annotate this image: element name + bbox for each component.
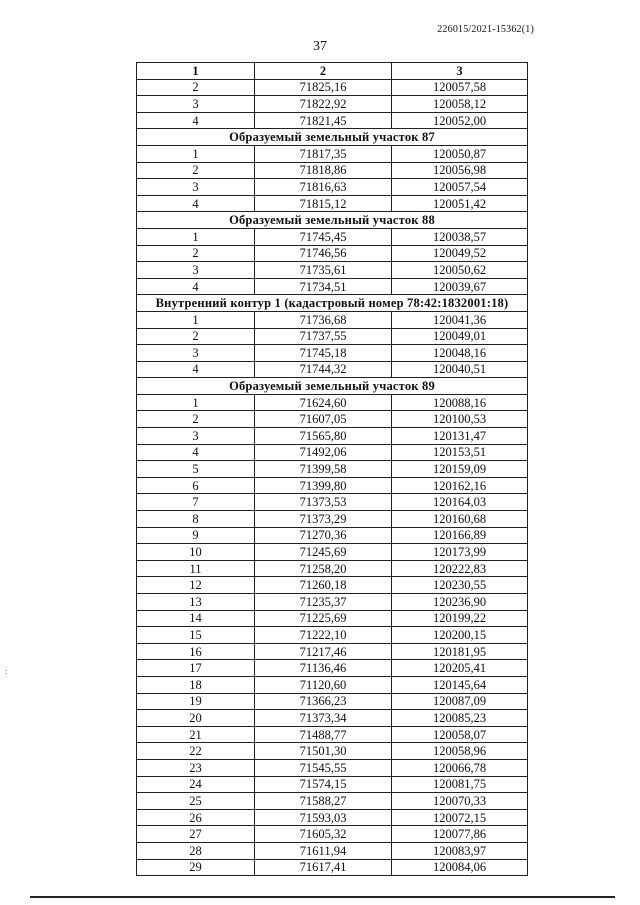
point-number-cell: 4 <box>137 444 255 461</box>
point-number-cell: 24 <box>137 776 255 793</box>
y-coordinate-cell: 120077,86 <box>392 826 528 843</box>
table-row <box>137 676 528 693</box>
point-number-cell: 22 <box>137 743 255 760</box>
point-number-cell: 1 <box>137 228 255 245</box>
x-coordinate-cell: 71565,80 <box>255 428 392 445</box>
point-number-cell: 16 <box>137 643 255 660</box>
y-coordinate-cell: 120066,78 <box>392 759 528 776</box>
x-coordinate-cell: 71735,61 <box>255 262 392 279</box>
x-coordinate-cell: 71399,58 <box>255 461 392 478</box>
margin-mark: : <box>5 667 8 676</box>
point-number-cell: 10 <box>137 544 255 561</box>
y-coordinate-cell: 120058,12 <box>392 96 528 113</box>
table-row <box>137 228 528 245</box>
point-number-cell: 2 <box>137 411 255 428</box>
y-coordinate-cell: 120070,33 <box>392 793 528 810</box>
x-coordinate-cell: 71745,18 <box>255 345 392 362</box>
y-coordinate-cell: 120181,95 <box>392 643 528 660</box>
x-coordinate-cell: 71746,56 <box>255 245 392 262</box>
y-coordinate-cell: 120048,16 <box>392 345 528 362</box>
y-coordinate-cell: 120050,62 <box>392 262 528 279</box>
header-cell-y: 3 <box>392 63 528 80</box>
point-number-cell: 19 <box>137 693 255 710</box>
y-coordinate-cell: 120050,87 <box>392 145 528 162</box>
x-coordinate-cell: 71588,27 <box>255 793 392 810</box>
x-coordinate-cell: 71737,55 <box>255 328 392 345</box>
point-number-cell: 3 <box>137 428 255 445</box>
section-header-row <box>137 129 528 146</box>
point-number-cell: 5 <box>137 461 255 478</box>
table-row <box>137 511 528 528</box>
y-coordinate-cell: 120162,16 <box>392 477 528 494</box>
point-number-cell: 28 <box>137 842 255 859</box>
table-row <box>137 96 528 113</box>
y-coordinate-cell: 120131,47 <box>392 428 528 445</box>
table-row <box>137 394 528 411</box>
y-coordinate-cell: 120199,22 <box>392 610 528 627</box>
y-coordinate-cell: 120057,58 <box>392 79 528 96</box>
x-coordinate-cell: 71373,34 <box>255 710 392 727</box>
y-coordinate-cell: 120153,51 <box>392 444 528 461</box>
x-coordinate-cell: 71624,60 <box>255 394 392 411</box>
table-row <box>137 162 528 179</box>
x-coordinate-cell: 71270,36 <box>255 527 392 544</box>
x-coordinate-cell: 71235,37 <box>255 594 392 611</box>
header-cell-x: 2 <box>255 63 392 80</box>
table-row <box>137 527 528 544</box>
point-number-cell: 2 <box>137 79 255 96</box>
section-header-row <box>137 295 528 312</box>
table-row <box>137 195 528 212</box>
table-row <box>137 477 528 494</box>
point-number-cell: 15 <box>137 627 255 644</box>
point-number-cell: 11 <box>137 560 255 577</box>
x-coordinate-cell: 71574,15 <box>255 776 392 793</box>
point-number-cell: 4 <box>137 278 255 295</box>
x-coordinate-cell: 71745,45 <box>255 228 392 245</box>
x-coordinate-cell: 71217,46 <box>255 643 392 660</box>
y-coordinate-cell: 120236,90 <box>392 594 528 611</box>
point-number-cell: 7 <box>137 494 255 511</box>
y-coordinate-cell: 120164,03 <box>392 494 528 511</box>
point-number-cell: 8 <box>137 511 255 528</box>
header-cell-point: 1 <box>137 63 255 80</box>
point-number-cell: 18 <box>137 676 255 693</box>
point-number-cell: 29 <box>137 859 255 876</box>
table-row <box>137 743 528 760</box>
y-coordinate-cell: 120200,15 <box>392 627 528 644</box>
x-coordinate-cell: 71260,18 <box>255 577 392 594</box>
x-coordinate-cell: 71373,29 <box>255 511 392 528</box>
point-number-cell: 13 <box>137 594 255 611</box>
table-row <box>137 842 528 859</box>
y-coordinate-cell: 120049,01 <box>392 328 528 345</box>
point-number-cell: 4 <box>137 195 255 212</box>
table-row <box>137 311 528 328</box>
x-coordinate-cell: 71245,69 <box>255 544 392 561</box>
y-coordinate-cell: 120145,64 <box>392 676 528 693</box>
y-coordinate-cell: 120173,99 <box>392 544 528 561</box>
point-number-cell: 14 <box>137 610 255 627</box>
x-coordinate-cell: 71373,53 <box>255 494 392 511</box>
table-row <box>137 610 528 627</box>
table-row <box>137 278 528 295</box>
y-coordinate-cell: 120205,41 <box>392 660 528 677</box>
x-coordinate-cell: 71501,30 <box>255 743 392 760</box>
point-number-cell: 9 <box>137 527 255 544</box>
table-row <box>137 461 528 478</box>
point-number-cell: 3 <box>137 96 255 113</box>
table-row <box>137 809 528 826</box>
table-row <box>137 328 528 345</box>
y-coordinate-cell: 120058,07 <box>392 726 528 743</box>
x-coordinate-cell: 71821,45 <box>255 112 392 129</box>
point-number-cell: 4 <box>137 361 255 378</box>
table-row <box>137 112 528 129</box>
x-coordinate-cell: 71817,35 <box>255 145 392 162</box>
x-coordinate-cell: 71611,94 <box>255 842 392 859</box>
table-body <box>137 79 528 876</box>
section-title: Образуемый земельный участок 89 <box>137 378 528 395</box>
table-row <box>137 560 528 577</box>
section-title: Внутренний контур 1 (кадастровый номер 78:42:1832001:18) <box>137 295 528 312</box>
table-row <box>137 444 528 461</box>
y-coordinate-cell: 120085,23 <box>392 710 528 727</box>
y-coordinate-cell: 120166,89 <box>392 527 528 544</box>
table-row <box>137 793 528 810</box>
x-coordinate-cell: 71605,32 <box>255 826 392 843</box>
y-coordinate-cell: 120057,54 <box>392 179 528 196</box>
y-coordinate-cell: 120087,09 <box>392 693 528 710</box>
point-number-cell: 27 <box>137 826 255 843</box>
table-header <box>137 63 528 80</box>
x-coordinate-cell: 71818,86 <box>255 162 392 179</box>
x-coordinate-cell: 71617,41 <box>255 859 392 876</box>
point-number-cell: 2 <box>137 328 255 345</box>
table-row <box>137 859 528 876</box>
x-coordinate-cell: 71744,32 <box>255 361 392 378</box>
x-coordinate-cell: 71492,06 <box>255 444 392 461</box>
point-number-cell: 1 <box>137 311 255 328</box>
point-number-cell: 12 <box>137 577 255 594</box>
point-number-cell: 25 <box>137 793 255 810</box>
section-title: Образуемый земельный участок 88 <box>137 212 528 229</box>
x-coordinate-cell: 71136,46 <box>255 660 392 677</box>
document-id: 226015/2021-15362(1) <box>437 24 534 35</box>
table-row <box>137 361 528 378</box>
table-row <box>137 494 528 511</box>
y-coordinate-cell: 120084,06 <box>392 859 528 876</box>
section-header-row <box>137 378 528 395</box>
x-coordinate-cell: 71399,80 <box>255 477 392 494</box>
point-number-cell: 3 <box>137 262 255 279</box>
header-row <box>137 63 528 80</box>
y-coordinate-cell: 120040,51 <box>392 361 528 378</box>
point-number-cell: 20 <box>137 710 255 727</box>
page-number: 37 <box>313 39 327 54</box>
table-row <box>137 544 528 561</box>
table-row <box>137 726 528 743</box>
table-row <box>137 428 528 445</box>
y-coordinate-cell: 120088,16 <box>392 394 528 411</box>
point-number-cell: 2 <box>137 245 255 262</box>
table-row <box>137 345 528 362</box>
y-coordinate-cell: 120159,09 <box>392 461 528 478</box>
table-row <box>137 776 528 793</box>
table-row <box>137 145 528 162</box>
x-coordinate-cell: 71545,55 <box>255 759 392 776</box>
x-coordinate-cell: 71593,03 <box>255 809 392 826</box>
x-coordinate-cell: 71825,16 <box>255 79 392 96</box>
x-coordinate-cell: 71734,51 <box>255 278 392 295</box>
table-row <box>137 79 528 96</box>
x-coordinate-cell: 71488,77 <box>255 726 392 743</box>
point-number-cell: 3 <box>137 345 255 362</box>
y-coordinate-cell: 120052,00 <box>392 112 528 129</box>
table-row <box>137 577 528 594</box>
y-coordinate-cell: 120160,68 <box>392 511 528 528</box>
y-coordinate-cell: 120081,75 <box>392 776 528 793</box>
x-coordinate-cell: 71258,20 <box>255 560 392 577</box>
table-row <box>137 710 528 727</box>
y-coordinate-cell: 120230,55 <box>392 577 528 594</box>
point-number-cell: 17 <box>137 660 255 677</box>
x-coordinate-cell: 71816,63 <box>255 179 392 196</box>
x-coordinate-cell: 71366,23 <box>255 693 392 710</box>
y-coordinate-cell: 120222,83 <box>392 560 528 577</box>
point-number-cell: 26 <box>137 809 255 826</box>
footer-rule <box>30 896 615 898</box>
point-number-cell: 4 <box>137 112 255 129</box>
table-row <box>137 693 528 710</box>
point-number-cell: 1 <box>137 394 255 411</box>
x-coordinate-cell: 71120,60 <box>255 676 392 693</box>
table-row <box>137 411 528 428</box>
point-number-cell: 3 <box>137 179 255 196</box>
section-title: Образуемый земельный участок 87 <box>137 129 528 146</box>
y-coordinate-cell: 120100,53 <box>392 411 528 428</box>
y-coordinate-cell: 120039,67 <box>392 278 528 295</box>
table-row <box>137 826 528 843</box>
point-number-cell: 6 <box>137 477 255 494</box>
section-header-row <box>137 212 528 229</box>
point-number-cell: 2 <box>137 162 255 179</box>
point-number-cell: 21 <box>137 726 255 743</box>
table-row <box>137 627 528 644</box>
x-coordinate-cell: 71822,92 <box>255 96 392 113</box>
y-coordinate-cell: 120083,97 <box>392 842 528 859</box>
coordinates-table <box>136 62 528 876</box>
table-row <box>137 643 528 660</box>
y-coordinate-cell: 120072,15 <box>392 809 528 826</box>
x-coordinate-cell: 71736,68 <box>255 311 392 328</box>
y-coordinate-cell: 120051,42 <box>392 195 528 212</box>
table-row <box>137 594 528 611</box>
table-row <box>137 179 528 196</box>
x-coordinate-cell: 71815,12 <box>255 195 392 212</box>
table-row <box>137 759 528 776</box>
table-row <box>137 660 528 677</box>
x-coordinate-cell: 71607,05 <box>255 411 392 428</box>
y-coordinate-cell: 120041,36 <box>392 311 528 328</box>
y-coordinate-cell: 120056,98 <box>392 162 528 179</box>
table-row <box>137 262 528 279</box>
table-row <box>137 245 528 262</box>
y-coordinate-cell: 120049,52 <box>392 245 528 262</box>
y-coordinate-cell: 120058,96 <box>392 743 528 760</box>
point-number-cell: 1 <box>137 145 255 162</box>
x-coordinate-cell: 71225,69 <box>255 610 392 627</box>
x-coordinate-cell: 71222,10 <box>255 627 392 644</box>
y-coordinate-cell: 120038,57 <box>392 228 528 245</box>
point-number-cell: 23 <box>137 759 255 776</box>
